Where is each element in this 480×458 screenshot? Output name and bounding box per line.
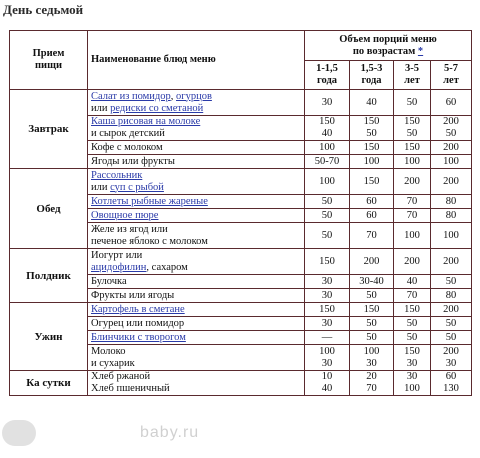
header-meal-line2: пищи xyxy=(34,60,62,71)
watermark-logo-icon xyxy=(2,420,36,446)
portion-value: 40 xyxy=(350,90,394,116)
portion-value: 50 xyxy=(431,331,472,345)
dish-text: Булочка xyxy=(91,275,127,287)
portion-value: 30 xyxy=(305,317,350,331)
portion-value: 150 xyxy=(305,249,350,275)
dish-link[interactable]: Рассольник xyxy=(91,169,143,181)
dish-cell xyxy=(88,141,305,155)
dish-text: Иогурт или xyxy=(91,249,143,261)
portion-value: 200 xyxy=(394,169,431,195)
portion-value: 30 xyxy=(305,90,350,116)
volume-footnote-link[interactable]: * xyxy=(417,45,424,57)
header-dish: Наименование блюд меню xyxy=(88,31,305,90)
dish-cell xyxy=(88,116,305,141)
portion-value: 200 30 xyxy=(431,345,472,371)
portion-value: 30-40 xyxy=(350,275,394,289)
dish-text: и сухарик xyxy=(91,357,135,369)
portion-value: 150 xyxy=(394,303,431,317)
dish-link[interactable]: суп с рыбой xyxy=(110,181,164,193)
age-header: 5-7 лет xyxy=(431,61,472,90)
portion-value: 100 xyxy=(394,223,431,249)
portion-value: 30 xyxy=(305,289,350,303)
portion-value: 50 xyxy=(431,275,472,289)
portion-value: 200 xyxy=(431,249,472,275)
portion-value: 30 xyxy=(305,275,350,289)
portion-value: 60 xyxy=(431,90,472,116)
dish-text: , xyxy=(170,90,177,102)
header-volume-line1: Объем порций меню xyxy=(339,33,437,45)
portion-value: 200 xyxy=(431,169,472,195)
dish-text: Хлеб пшеничный xyxy=(91,383,170,394)
portion-value: 100 xyxy=(350,155,394,169)
dish-link[interactable]: Овощное пюре xyxy=(91,209,159,221)
portion-value: 50 xyxy=(305,195,350,209)
dish-cell xyxy=(88,223,305,249)
dish-cell xyxy=(88,331,305,345)
dish-text: и сырок детский xyxy=(91,128,165,139)
table-row xyxy=(10,90,472,116)
portion-value: 50 xyxy=(305,223,350,249)
portion-value: 50-70 xyxy=(305,155,350,169)
portion-value: 100 xyxy=(431,155,472,169)
portion-value: 100 xyxy=(305,141,350,155)
watermark: baby.ru xyxy=(140,424,200,441)
dish-text: или xyxy=(91,181,111,193)
portion-value: 100 xyxy=(431,223,472,249)
portion-value: 150 xyxy=(350,141,394,155)
dish-cell xyxy=(88,275,305,289)
portion-value: 150 30 xyxy=(394,345,431,371)
portion-value: 50 xyxy=(305,209,350,223)
portion-value: 40 xyxy=(394,275,431,289)
portion-value: 60 xyxy=(350,209,394,223)
age-header: 1,5-3 года xyxy=(350,61,394,90)
dish-text: Ягоды или фрукты xyxy=(91,155,175,167)
dish-text: Молоко xyxy=(91,345,126,357)
dish-link[interactable]: редиски со сметаной xyxy=(110,102,204,114)
table-row xyxy=(10,249,472,275)
menu-body xyxy=(10,90,472,396)
portion-value: 150 50 xyxy=(350,116,394,141)
dish-text: Огурец или помидор xyxy=(91,317,185,329)
portion-value: 20 70 xyxy=(350,371,394,396)
meal-name: Ка сутки xyxy=(10,371,88,396)
dish-cell xyxy=(88,303,305,317)
dish-link[interactable]: Картофель в сметане xyxy=(91,303,185,315)
dish-link[interactable]: Блинчики с творогом xyxy=(91,331,186,343)
portion-value: 100 xyxy=(305,169,350,195)
dish-cell xyxy=(88,195,305,209)
header-volume-line2: по возрастам xyxy=(352,45,416,57)
table-row xyxy=(10,169,472,195)
age-header: 1-1,5 года xyxy=(305,61,350,90)
dish-cell xyxy=(88,209,305,223)
portion-value: 100 xyxy=(394,155,431,169)
portion-value: 50 xyxy=(394,90,431,116)
portion-value: 60 xyxy=(350,195,394,209)
portion-value: 30 100 xyxy=(394,371,431,396)
dish-cell xyxy=(88,289,305,303)
portion-value: 200 xyxy=(431,303,472,317)
portion-value: 150 xyxy=(305,303,350,317)
portion-value: 80 xyxy=(431,195,472,209)
dish-cell xyxy=(88,317,305,331)
portion-value: 60 130 xyxy=(431,371,472,396)
dish-text: , сахаром xyxy=(146,261,188,273)
portion-value: 200 50 xyxy=(431,116,472,141)
dish-text: Фрукты или ягоды xyxy=(91,289,175,301)
portion-value: 50 xyxy=(350,289,394,303)
table-row xyxy=(10,303,472,317)
dish-text: Хлеб ржаной xyxy=(91,371,151,382)
portion-value: 150 xyxy=(350,303,394,317)
dish-cell xyxy=(88,371,305,396)
portion-value: 70 xyxy=(350,223,394,249)
dish-link[interactable]: Каша рисовая на молоке xyxy=(91,116,201,127)
portion-value: 200 xyxy=(394,249,431,275)
portion-value: 200 xyxy=(350,249,394,275)
meal-name: Ужин xyxy=(10,303,88,371)
age-header: 3-5 лет xyxy=(394,61,431,90)
portion-value: 150 xyxy=(350,169,394,195)
portion-value: 10 40 xyxy=(305,371,350,396)
dish-cell xyxy=(88,249,305,275)
portion-value: 50 xyxy=(350,317,394,331)
dish-text: Кофе с молоком xyxy=(91,141,163,153)
table-row xyxy=(10,371,472,396)
header-meal xyxy=(10,31,88,90)
meal-name: Обед xyxy=(10,169,88,249)
dish-text: или xyxy=(91,102,111,114)
portion-value: 50 xyxy=(394,331,431,345)
meal-name: Полдник xyxy=(10,249,88,303)
dish-text: Желе из ягод или xyxy=(91,223,168,235)
portion-value: 200 xyxy=(431,141,472,155)
portion-value: 150 xyxy=(394,141,431,155)
portion-value: 50 xyxy=(394,317,431,331)
portion-value: 80 xyxy=(431,289,472,303)
dish-link[interactable]: Котлеты рыбные жареные xyxy=(91,195,208,207)
header-meal-line1: Прием xyxy=(32,48,65,59)
portion-value: 80 xyxy=(431,209,472,223)
portion-value: 50 xyxy=(431,317,472,331)
dish-cell xyxy=(88,169,305,195)
menu-table xyxy=(9,30,472,396)
dish-cell xyxy=(88,155,305,169)
page-title: День седьмой xyxy=(3,2,84,17)
portion-value: 100 30 xyxy=(305,345,350,371)
dish-link[interactable]: огурцов xyxy=(176,90,212,102)
portion-value: 70 xyxy=(394,195,431,209)
meal-name: Завтрак xyxy=(10,90,88,169)
dish-text: печеное яблоко с молоком xyxy=(91,235,208,247)
dish-cell xyxy=(88,345,305,371)
dish-link[interactable]: ацидофилин xyxy=(91,261,147,273)
portion-value: 70 xyxy=(394,289,431,303)
portion-value: — xyxy=(305,331,350,345)
portion-value: 70 xyxy=(394,209,431,223)
dish-link[interactable]: Салат из помидор xyxy=(91,90,171,102)
portion-value: 50 xyxy=(350,331,394,345)
portion-value: 150 40 xyxy=(305,116,350,141)
portion-value: 150 50 xyxy=(394,116,431,141)
portion-value: 100 30 xyxy=(350,345,394,371)
header-volume xyxy=(305,31,472,61)
dish-cell xyxy=(88,90,305,116)
